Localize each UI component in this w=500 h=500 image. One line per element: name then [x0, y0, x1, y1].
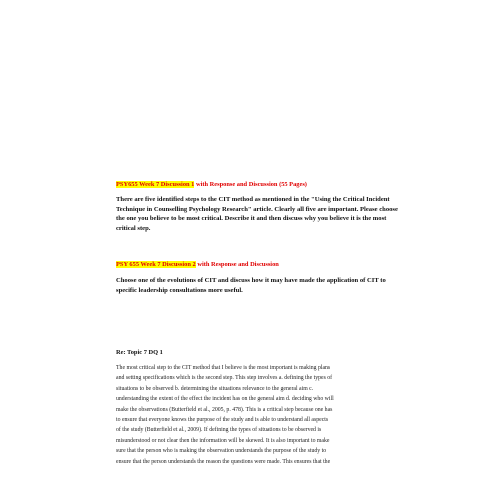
response-line: to ensure that everyone knows the purpose of the study and is able to understand all aspects [116, 417, 329, 424]
discussion-1-prompt: There are five identified steps to the CIT method as mentioned in the "Using the Critical Incident Technique in Counselling Psychology Research" article. Clearly all five are important. Please choose the one you believe to be most critical. Describe it and then discuss why you believe it is the most critical step. [116, 196, 398, 232]
response-line: sure that the person who is making the observation understands the purpose of the study to [116, 448, 327, 455]
discussion-2-heading [116, 261, 406, 269]
response-line: ensure that the person understands the reason the questions were made. This ensures that the [116, 458, 331, 465]
response-line: and setting specifications which is the second step. This step involves a. defining the types of [116, 375, 333, 382]
discussion-2-suffix: with Response and Discussion [197, 261, 279, 268]
discussion-1-heading [116, 181, 406, 189]
response-line: understanding the extent of the effect the incident has on the general aim d. deciding who will [116, 396, 334, 403]
response-line: misunderstood or not clear then the information will be skewed. It is also important to make [116, 437, 330, 444]
discussion-2-code: PSY 655 Week 7 Discussion 2 [116, 261, 196, 268]
response-title: Re: Topic 7 DQ 1 [116, 349, 163, 356]
response-body [116, 363, 416, 467]
discussion-2-prompt: Choose one of the evolutions of CIT and discuss how it may have made the application of CIT to specific leadership consultations more useful. [116, 277, 386, 294]
response-line: make the observations (Butterfield et al., 2005, p. 478). This is a critical step because one has [116, 406, 333, 413]
response-paragraph [116, 363, 416, 467]
response-line: of the study (Butterfield et al., 2009). If defining the types of situations to be observed is [116, 427, 322, 434]
response-line: The most critical step to the CIT method that I believe is the most important is making plans [116, 365, 331, 371]
response-line: situations to be observed b. determining the situations relevance to the general aim c. [116, 385, 314, 392]
discussion-1-suffix: with Response and Discussion (55 Pages) [195, 181, 307, 188]
discussion-1-code: PSY655 Week 7 Discussion 1 [116, 181, 195, 188]
